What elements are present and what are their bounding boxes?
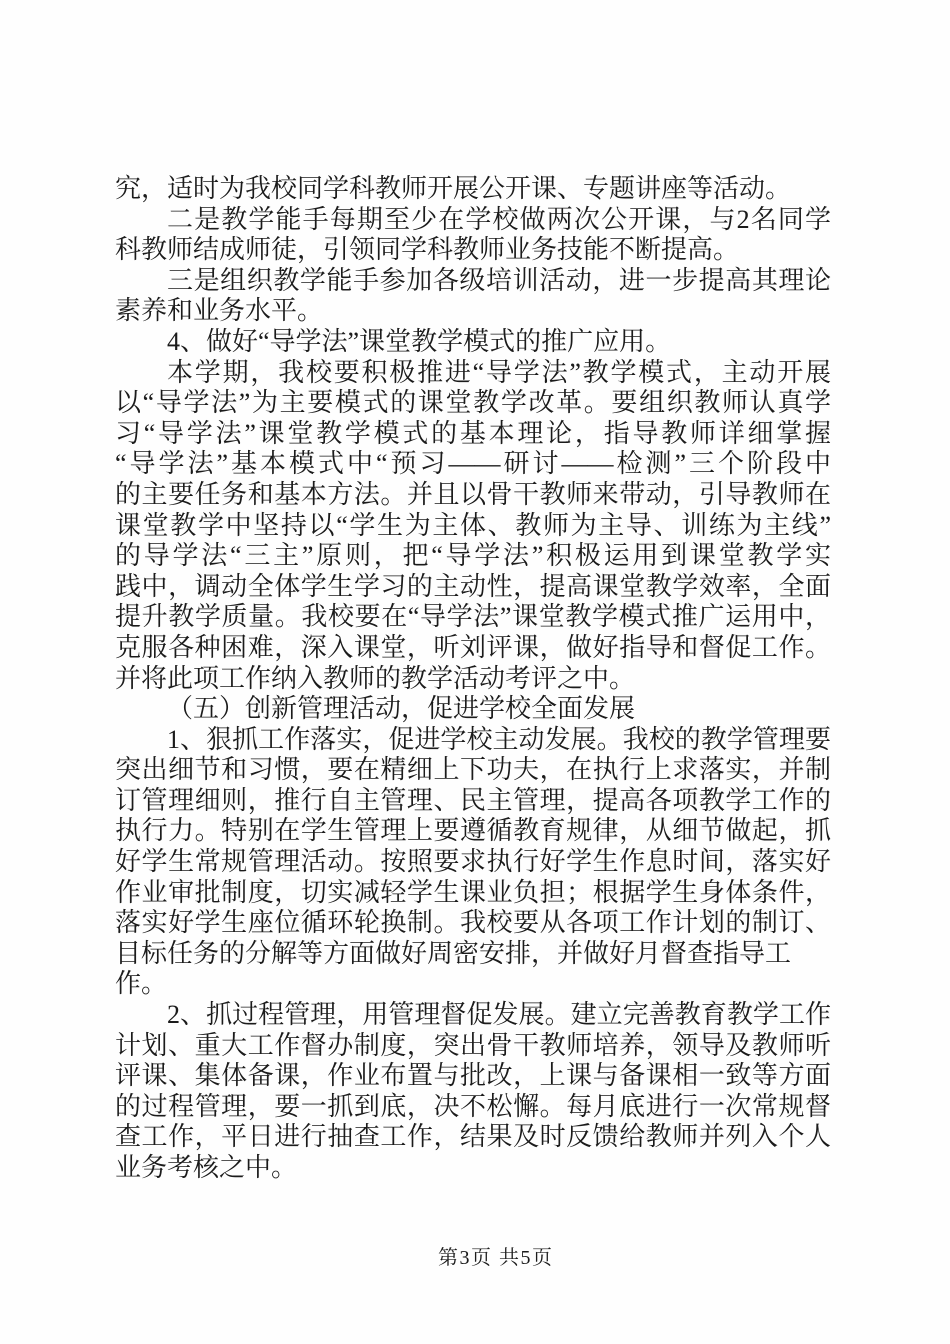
page-number: 第3页 共5页 [438,1247,554,1269]
text-line: 目标任务的分解等方面做好周密安排，并做好月督查指导工作。 [115,938,792,999]
text-line: 素养和业务水平。 [115,296,324,326]
text-line: 并将此项工作纳入教师的教学活动考评之中。 [115,663,636,693]
document-body [115,174,831,1184]
blank-line [115,969,831,1000]
text-line: 2、抓过程管理，用管理督促发展。建立完善教育教学工作 [167,1000,831,1030]
text-line: 的导学法“三主”原则，把“导学法”积极运用到课堂教学实 [115,541,831,571]
text-line: （五）创新管理活动，促进学校全面发展 [167,694,636,724]
text-line: 的过程管理，要一抓到底，决不松懈。每月底进行一次常规督 [115,1091,831,1121]
text-line: 究，适时为我校同学科教师开展公开课、专题讲座等活动。 [115,174,792,203]
text-line: 科教师结成师徒，引领同学科教师业务技能不断提高。 [115,235,740,265]
text-line: 课堂教学中坚持以“学生为主体、教师为主导、训练为主线” [115,510,831,540]
text-line: 本学期，我校要积极推进“导学法”教学模式，主动开展 [167,357,831,387]
text-line: 1、狠抓工作落实，促进学校主动发展。我校的教学管理要 [167,724,831,754]
text-line: 提升教学质量。我校要在“导学法”课堂教学模式推广运用中， [115,602,831,632]
text-line: 习“导学法”课堂教学模式的基本理论，指导教师详细掌握 [115,418,831,448]
text-line: 作业审批制度，切实减轻学生课业负担；根据学生身体条件， [115,877,831,907]
text-line: 计划、重大工作督办制度，突出骨干教师培养，领导及教师听 [115,1030,831,1060]
page-footer [0,1241,950,1269]
text-line: 查工作，平日进行抽查工作，结果及时反馈给教师并列入个人 [115,1122,831,1152]
text-line: 突出细节和习惯，要在精细上下功夫，在执行上求落实，并制 [115,755,831,785]
text-line: 三是组织教学能手参加各级培训活动，进一步提高其理论 [167,265,831,295]
text-line: 业务考核之中。 [115,1153,298,1182]
text-line: 践中，调动全体学生学习的主动性，提高课堂教学效率，全面 [115,571,831,601]
text-line: 克服各种困难，深入课堂，听刘评课，做好指导和督促工作。 [115,632,831,662]
text-line: 二是教学能手每期至少在学校做两次公开课，与2名同学 [167,204,831,234]
text-line: 的主要任务和基本方法。并且以骨干教师来带动，引导教师在 [115,479,831,509]
text-line: 好学生常规管理活动。按照要求执行好学生作息时间，落实好 [115,847,831,877]
text-line: 落实好学生座位循环轮换制。我校要从各项工作计划的制订、 [115,908,831,938]
text-line: 4、做好“导学法”课堂教学模式的推广应用。 [167,326,672,356]
text-line: 评课、集体备课，作业布置与批改，上课与备课相一致等方面 [115,1061,831,1091]
text-line: “导学法”基本模式中“预习——研讨——检测”三个阶段中 [115,449,831,479]
text-line: 订管理细则，推行自主管理、民主管理，提高各项教学工作的 [115,785,831,815]
text-line: 以“导学法”为主要模式的课堂教学改革。要组织教师认真学 [115,388,831,418]
text-line: 执行力。特别在学生管理上要遵循教育规律，从细节做起，抓 [115,816,831,846]
